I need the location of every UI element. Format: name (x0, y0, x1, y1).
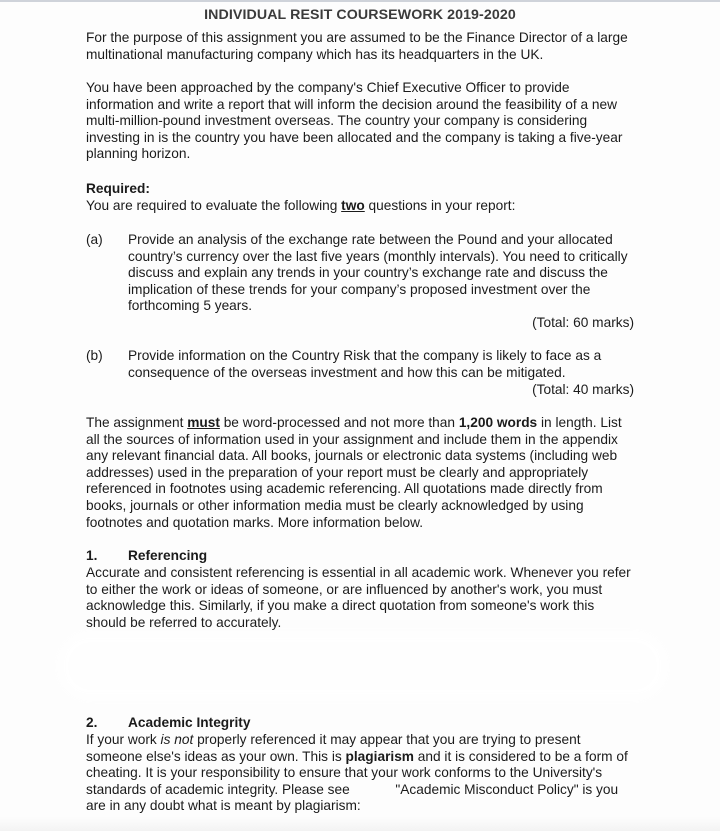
rules-word-limit: 1,200 words (458, 415, 538, 430)
redacted-area (60, 634, 665, 698)
bottom-fade (0, 817, 720, 831)
question-b-total: (Total: 40 marks) (532, 382, 634, 397)
section-2-number: 2. (86, 715, 98, 730)
section-academic-integrity-text (86, 732, 638, 815)
question-a-total: (Total: 60 marks) (532, 315, 634, 330)
rules-part3: in length. List all the sources of information used in your assignment and include them in the appendix any relevant financial data. All books, journals or electronic data systems (including web addresses) used in the preparation of your report must be clearly and appropriately referenced in footnotes using academic referencing. All quotations made directly from books, journals or other information media must be clearly acknowledged by using footnotes and quotation marks. More information below. (86, 415, 622, 530)
rules-part2: be word-processed and not more than (219, 415, 459, 430)
integrity-bold: plagiarism (345, 748, 414, 764)
required-intro-after: questions in your report: (364, 198, 516, 213)
required-intro-before: You are required to evaluate the following (86, 198, 342, 213)
top-rule (0, 0, 720, 2)
required-intro-emphasis: two (341, 198, 365, 213)
rules-must: must (187, 415, 220, 430)
assignment-rules-paragraph (86, 415, 638, 531)
question-b-label: (b) (86, 348, 103, 363)
required-intro (86, 198, 638, 215)
section-1-title: Referencing (128, 548, 208, 563)
section-2-title: Academic Integrity (128, 715, 251, 730)
section-referencing-text: Accurate and consistent referencing is essential in all academic work. Whenever you refer to either the work or ideas of someone, or are influenced by another's work, you must acknowledge this. Similarly, if you make a direct quotation from someone's work this should be referred to accurately. (86, 565, 631, 630)
integrity-italic: is not (160, 732, 194, 747)
question-b-text: Provide information on the Country Risk that the company is likely to face as a consequence of the overseas investment and how this can be mitigated. (128, 348, 602, 380)
section-1-number: 1. (86, 548, 98, 563)
question-a-text: Provide an analysis of the exchange rate between the Pound and your allocated country’s currency over the last five years (monthly intervals). You need to critically discuss and explain any trends in your country’s exchange rate and discuss the implication of these trends for your company’s proposed investment over the forthcoming 5 years. (128, 232, 628, 314)
integrity-part3: and it is considered to be a form of cheating. It is your responsibility to ensure that your work conforms to the University's standards of academic integrity. Please see (86, 748, 628, 797)
intro-paragraph: For the purpose of this assignment you are assumed to be the Finance Director of a large multinational manufacturing company which has its headquarters in the UK. (86, 30, 628, 62)
integrity-part1: If your work (86, 732, 161, 747)
context-paragraph: You have been approached by the company's Chief Executive Officer to provide information and write a report that will inform the decision around the feasibility of a new multi-million-pound investment overseas. The country your company is considering investing in is the country you have been allocated and the company is taking a five-year planning horizon. (86, 80, 623, 162)
integrity-part2: properly referenced it may appear that you are trying to present someone else's ideas as your own. This is (86, 732, 581, 764)
coursework-header: INDIVIDUAL RESIT COURSEWORK 2019-2020 (204, 7, 516, 23)
question-a-label: (a) (86, 232, 103, 247)
rules-part1: The assignment (86, 415, 188, 430)
integrity-part4: "Academic Misconduct Policy" is you are in any doubt what is meant by plagiarism: (86, 781, 619, 814)
required-heading: Required: (86, 181, 150, 196)
